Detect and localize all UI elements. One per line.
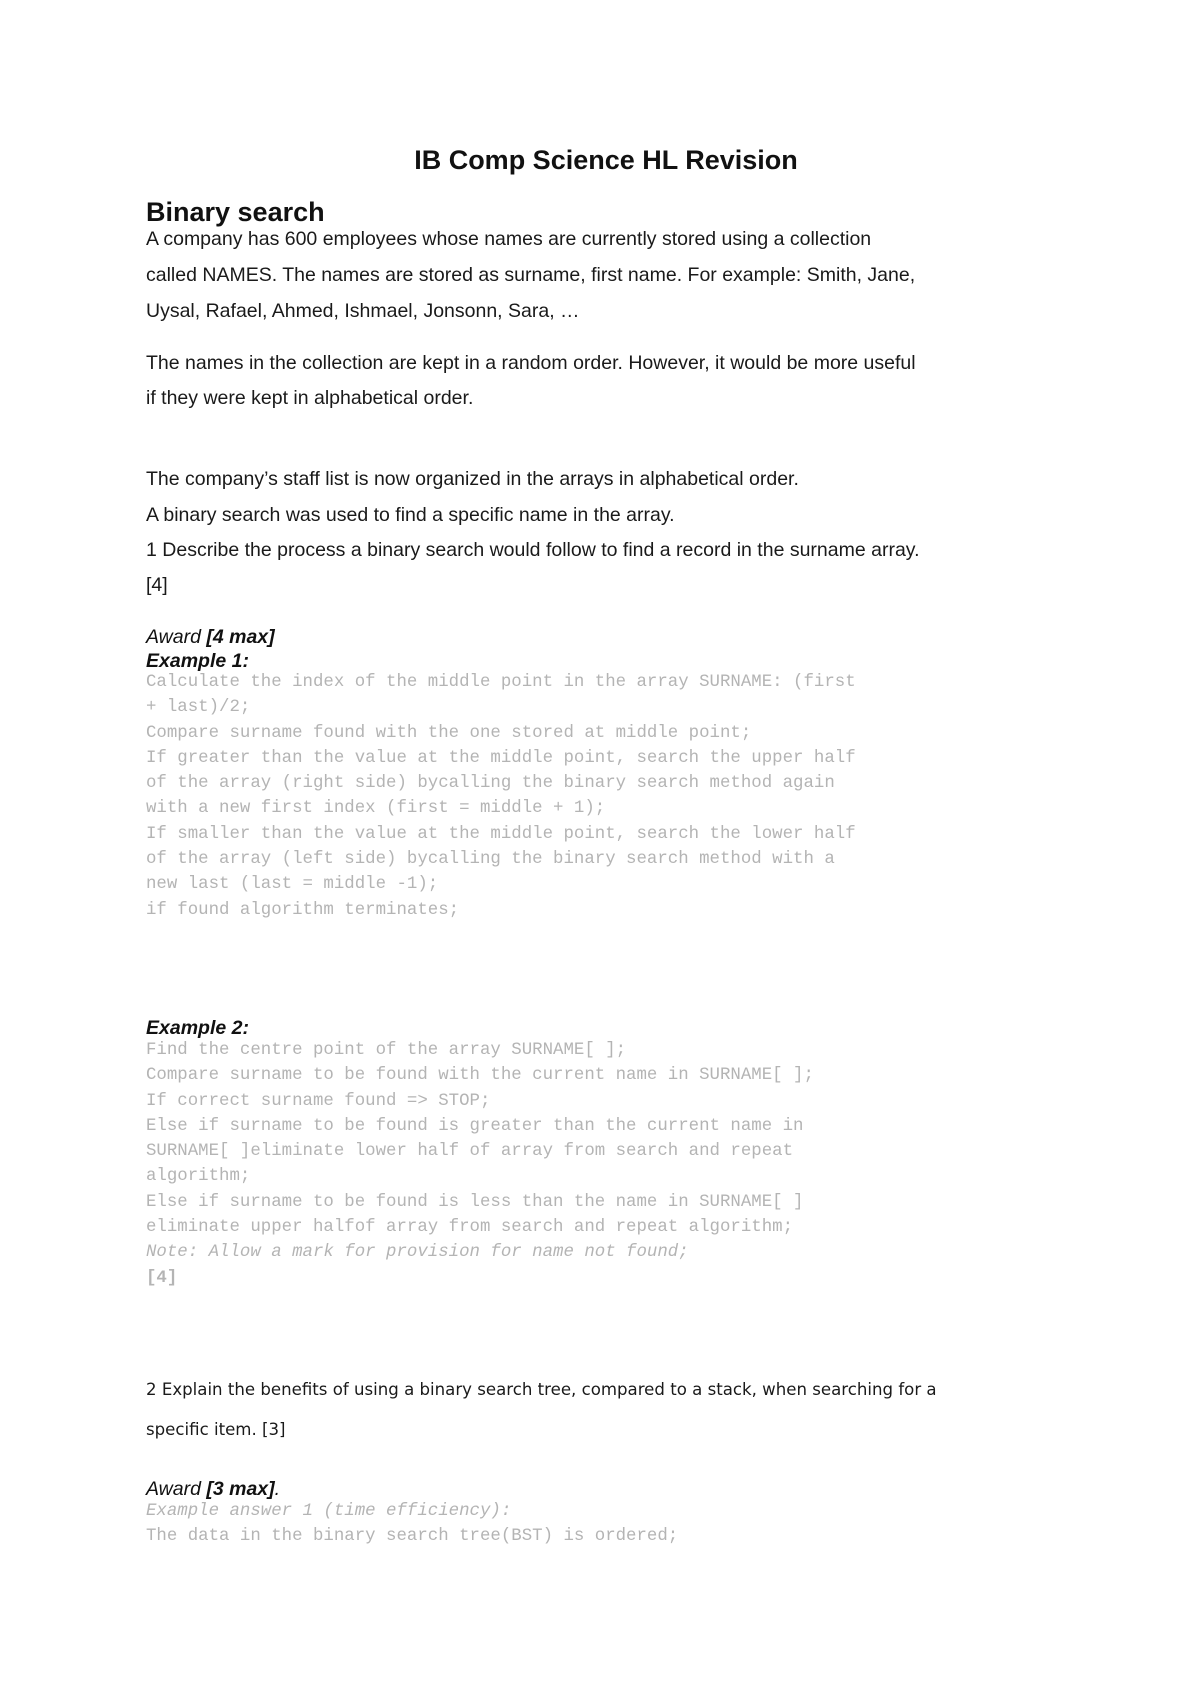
award-2-max: [3 max] <box>206 1478 275 1500</box>
code-line: Find the centre point of the array SURNAME[ ]; <box>146 1041 627 1060</box>
code-line: of the array (right side) bycalling the binary search method again <box>146 774 835 794</box>
code-line: new last (last = middle -1); <box>146 875 439 895</box>
award-2-suffix: . <box>274 1478 281 1500</box>
example-2-note: Note: Allow a mark for provision for name not found; <box>146 1243 689 1263</box>
example-2-label: Example 2: <box>146 1017 249 1039</box>
code-line: The data in the binary search tree(BST) is ordered; <box>146 1527 679 1547</box>
code-line: If correct surname found => STOP; <box>146 1091 491 1111</box>
intro-line-2: called NAMES. The names are stored as surname, first name. For example: Smith, Jane, <box>146 264 916 286</box>
award-1-max: [4 max] <box>206 626 275 648</box>
code-line: + last)/2; <box>146 698 251 718</box>
order-line-2: if they were kept in alphabetical order. <box>146 387 474 409</box>
example-2-code <box>146 1038 1066 1291</box>
award-2-prefix: Award <box>146 1478 207 1500</box>
example-1-label: Example 1: <box>146 650 249 672</box>
question-1-marks: [4] <box>146 574 168 596</box>
page-title: IB Comp Science HL Revision <box>414 145 798 175</box>
binary-search-line: A binary search was used to find a specific name in the array. <box>146 504 675 526</box>
award-1 <box>146 624 275 650</box>
order-line-1: The names in the collection are kept in a random order. However, it would be more useful <box>146 352 916 374</box>
code-line: If greater than the value at the middle point, search the upper half <box>146 748 856 768</box>
code-line: eliminate upper halfof array from search and repeat algorithm; <box>146 1218 794 1238</box>
award-1-prefix: Award <box>146 626 207 648</box>
code-line: algorithm; <box>146 1167 251 1187</box>
code-line: of the array (left side) bycalling the binary search method with a <box>146 850 835 870</box>
question-2-line-2: specific item. [3] <box>146 1420 286 1439</box>
code-line: If smaller than the value at the middle point, search the lower half <box>146 824 856 844</box>
code-line: if found algorithm terminates; <box>146 900 460 920</box>
question-2-line-1: 2 Explain the benefits of using a binary search tree, compared to a stack, when searching for a <box>146 1380 937 1399</box>
code-line: Compare surname to be found with the current name in SURNAME[ ]; <box>146 1066 814 1086</box>
example-2-marks: [4] <box>146 1268 178 1288</box>
section-heading: Binary search <box>146 197 325 227</box>
staff-list-line: The company’s staff list is now organized in the arrays in alphabetical order. <box>146 468 799 490</box>
question-1: 1 Describe the process a binary search would follow to find a record in the surname array. <box>146 539 920 561</box>
code-line: SURNAME[ ]eliminate lower half of array from search and repeat <box>146 1142 794 1162</box>
answer-1-code <box>146 1499 1066 1550</box>
code-line: Calculate the index of the middle point in the array SURNAME: (first <box>146 673 856 692</box>
intro-line-3: Uysal, Rafael, Ahmed, Ishmael, Jonsonn, Sara, … <box>146 300 580 322</box>
code-line: Else if surname to be found is less than the name in SURNAME[ ] <box>146 1192 804 1212</box>
answer-1-label: Example answer 1 (time efficiency): <box>146 1502 512 1521</box>
code-line: with a new first index (first = middle + 1); <box>146 799 606 819</box>
code-line: Compare surname found with the one stored at middle point; <box>146 723 752 743</box>
code-line: Else if surname to be found is greater than the current name in <box>146 1116 804 1136</box>
intro-line-1: A company has 600 employees whose names are currently stored using a collection <box>146 228 872 250</box>
example-1-code <box>146 670 1066 923</box>
